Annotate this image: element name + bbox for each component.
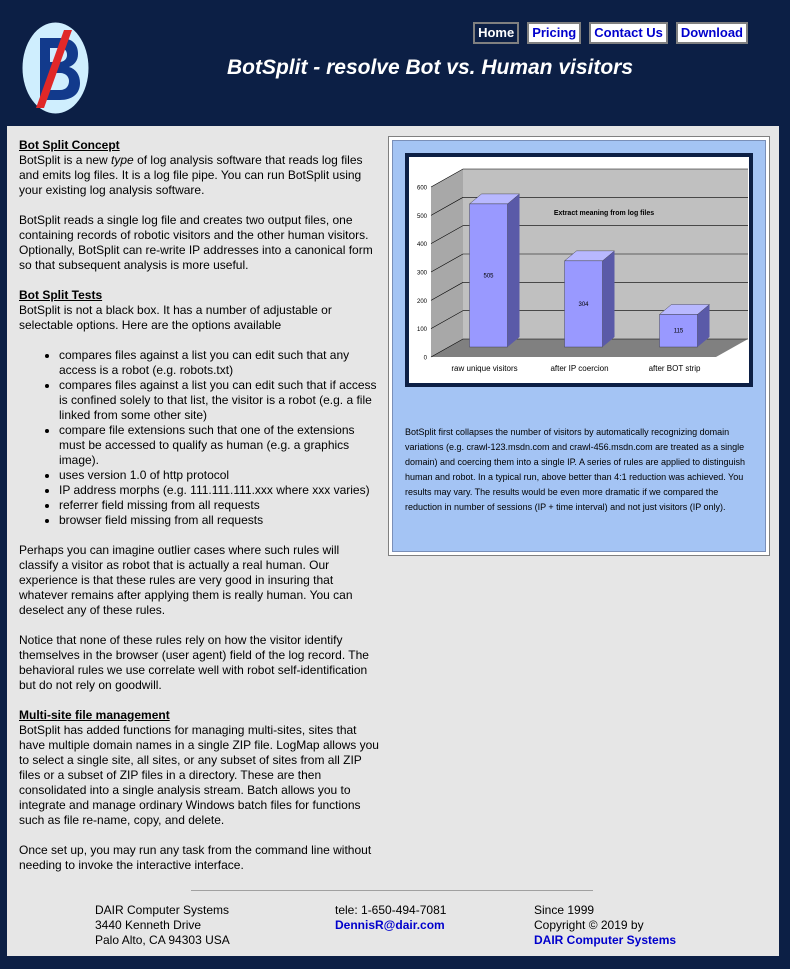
footer-company-link[interactable]: DAIR Computer Systems — [534, 933, 677, 947]
bar-side — [603, 251, 615, 347]
chart-sidebar — [388, 136, 770, 556]
nav-pricing[interactable]: Pricing — [527, 22, 581, 44]
main-content — [7, 126, 779, 956]
chart-caption: BotSplit first collapses the number of visitors by automatically recognizing domain variations (e.g. crawl-123.msdn.com and crawl-456.msdn.com are treated as a single domain) and coercing them into a single IP. A series of rules are applied to distinguish human and robot. In a typical run, above better than 4:1 reduction was achieved. You results may vary. The results would be even more dramatic if we compared the reduction in number of sessions (IP + time interval) and not just visitors (IP only). — [405, 427, 746, 512]
footer-copyright-text: Copyright © 2019 by — [534, 918, 644, 932]
y-tick-label: 200 — [416, 298, 427, 305]
y-tick-label: 0 — [423, 355, 427, 362]
footer-street: 3440 Kenneth Drive — [95, 918, 202, 932]
concept-paragraph-2: BotSplit reads a single log file and creates two output files, one containing records of robotic visitors and the other human visitors. Optionally, BotSplit can re-write IP addresses into a canonical form so that subsequent analysis is more useful. — [19, 213, 373, 272]
tests-heading: Bot Split Tests — [19, 288, 103, 302]
list-item: • IP address morphs (e.g. 111.111.111.xxx where xxx varies) — [59, 483, 381, 498]
concept-paragraph-1: BotSplit is a new type of log analysis software that reads log files and emits log files. It is a log file pipe. You can run BotSplit using your existing log analysis software. — [19, 153, 363, 197]
footer-email-link[interactable]: DennisR@dair.com — [335, 918, 445, 932]
list-item: • uses version 1.0 of http protocol — [59, 468, 381, 483]
bar-value-label: 505 — [483, 273, 494, 280]
nav-contact-us[interactable]: Contact Us — [589, 22, 668, 44]
notice-paragraph: Notice that none of these rules rely on how the visitor identify themselves in the browser (user agent) field of the log record. The behavioral rules we use correlate well with robot self-identification but do not rely on goodwill. — [19, 633, 369, 692]
top-nav — [473, 22, 748, 44]
footer-company: DAIR Computer Systems — [95, 903, 230, 917]
x-tick-label: after IP coercion — [550, 364, 609, 373]
footer-contact — [335, 903, 446, 933]
chart-panel — [392, 140, 766, 552]
x-tick-label: raw unique visitors — [451, 364, 518, 373]
tests-list — [19, 348, 381, 528]
bar-value-label: 115 — [673, 328, 684, 335]
y-tick-label: 400 — [416, 242, 427, 249]
tests-intro: BotSplit is not a black box. It has a number of adjustable or selectable options. Here are the options available — [19, 303, 332, 332]
y-tick-label: 300 — [416, 270, 427, 277]
bar-value-label: 304 — [578, 301, 589, 308]
list-item: • compares files against a list you can edit such that if access is confined solely to that list, the visitor is a robot (e.g. a file linked from some other site) — [59, 378, 381, 423]
nav-home[interactable]: Home — [473, 22, 519, 44]
nav-download[interactable]: Download — [676, 22, 748, 44]
multisite-paragraph-2: Once set up, you may run any task from the command line without needing to invoke the interactive interface. — [19, 843, 372, 872]
outlier-paragraph: Perhaps you can imagine outlier cases where such rules will classify a visitor as robot that is actually a real human. Our experience is that these rules are very good in insuring that whatever remains after applying them is really human. You can deselect any of these rules. — [19, 543, 353, 617]
site-header — [0, 0, 790, 126]
site-title: BotSplit - resolve Bot vs. Human visitors — [226, 56, 634, 79]
x-tick-label: after BOT strip — [648, 364, 701, 373]
y-tick-label: 100 — [416, 327, 427, 334]
bar-chart — [409, 157, 749, 383]
y-tick-label: 600 — [416, 185, 427, 192]
list-item: • browser field missing from all requests — [59, 513, 381, 528]
bar-side — [508, 194, 520, 347]
chart-title: Extract meaning from log files — [553, 210, 655, 217]
multisite-heading: Multi-site file management — [19, 708, 170, 722]
dair-logo-icon[interactable] — [22, 22, 89, 114]
footer-copyright — [534, 903, 676, 948]
concept-heading: Bot Split Concept — [19, 138, 120, 152]
footer-divider — [191, 890, 593, 891]
article — [19, 138, 381, 888]
multisite-paragraph-1: BotSplit has added functions for managing multi-sites, sites that have multiple domain names in a single ZIP file. LogMap allows you to select a single site, all sites, or any subset of sites from all ZIP files or a subset of ZIP files in a directory. These are then consolidated into a single analysis stream. Batch allows you to integrate and manage ordinary Windows batch files for functions such as file re-name, copy, and delete. — [19, 723, 379, 827]
y-tick-label: 500 — [416, 213, 427, 220]
chart-frame — [405, 153, 753, 387]
list-item: • compares files against a list you can edit such that any access is a robot (e.g. robots.txt) — [59, 348, 381, 378]
list-item: • compare file extensions such that one of the extensions must be accessed to qualify as human (e.g. a graphics image). — [59, 423, 381, 468]
list-item: • referrer field missing from all requests — [59, 498, 381, 513]
footer-address — [95, 903, 230, 948]
footer-since: Since 1999 — [534, 903, 595, 917]
footer-tel: tele: 1-650-494-7081 — [335, 903, 447, 917]
footer-city: Palo Alto, CA 94303 USA — [95, 933, 230, 947]
